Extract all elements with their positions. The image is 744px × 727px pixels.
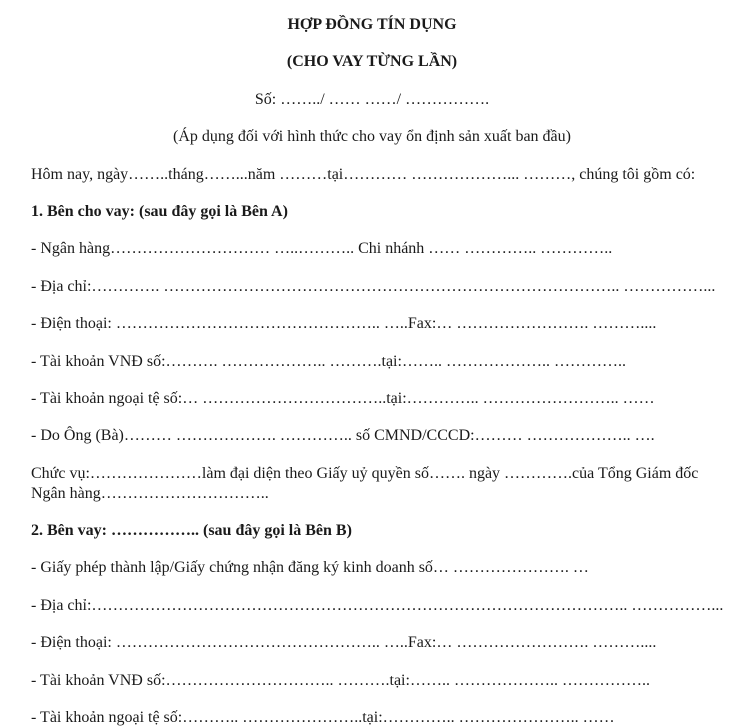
lender-foreign-account-line: - Tài khoản ngoại tệ số:… ……………………………..tại:………….. …………………….. …… xyxy=(31,389,655,407)
borrower-section-heading: 2. Bên vay: …………….. (sau đây gọi là Bên B) xyxy=(31,522,352,540)
lender-vnd-account-line: - Tài khoản VNĐ số:………. ……………….. ……….tại:…….. ……………….. ………….. xyxy=(31,352,626,370)
contract-scope-line: (Áp dụng đối với hình thức cho vay ổn định sản xuất ban đầu) xyxy=(173,128,571,146)
lender-representative-line: - Do Ông (Bà)……… ………………. ………….. số CMND/CCCD:……… ……………….. …. xyxy=(31,427,655,445)
lender-bank-line: - Ngân hàng………………………… …..……….. Chi nhánh …… ………….. ………….. xyxy=(31,240,613,258)
lender-position-line-2: Ngân hàng………………………….. xyxy=(31,484,269,502)
lender-phone-fax-line: - Điện thoại: ………………………………………….. …..Fax:… ……………………. ……….... xyxy=(31,315,657,333)
contract-subtitle: (CHO VAY TỪNG LẦN) xyxy=(286,53,458,71)
lender-address-line: - Địa chỉ:…………. ………………………………………………………………………….. ……………... xyxy=(31,277,716,295)
lender-position-line-1: Chức vụ:…………………làm đại diện theo Giấy uỷ quyền số……. ngày ………….của Tổng Giám đốc xyxy=(31,464,699,482)
borrower-foreign-account-line: - Tài khoản ngoại tệ số:……….. …………………..tại:………….. ………………….. …… xyxy=(31,709,615,727)
lender-section-heading: 1. Bên cho vay: (sau đây gọi là Bên A) xyxy=(31,202,288,220)
borrower-address-line: - Địa chỉ:……………………………………………………………………………………….. ……………... xyxy=(31,596,724,614)
borrower-license-line: - Giấy phép thành lập/Giấy chứng nhận đăng ký kinh doanh số… …………………. … xyxy=(31,559,589,577)
borrower-phone-fax-line: - Điện thoại: ………………………………………….. …..Fax:… ……………………. ……….... xyxy=(31,634,657,652)
contract-number-line: Số: ……../ …… ……/ ……………. xyxy=(254,90,490,108)
contract-intro-line: Hôm nay, ngày……..tháng……...năm ………tại………… ………………... ………, chúng tôi gồm có: xyxy=(31,165,696,183)
contract-title: HỢP ĐỒNG TÍN DỤNG xyxy=(287,16,457,33)
borrower-vnd-account-line: - Tài khoản VNĐ số:………………………….. ……….tại:…….. ……………….. …………….. xyxy=(31,671,650,689)
